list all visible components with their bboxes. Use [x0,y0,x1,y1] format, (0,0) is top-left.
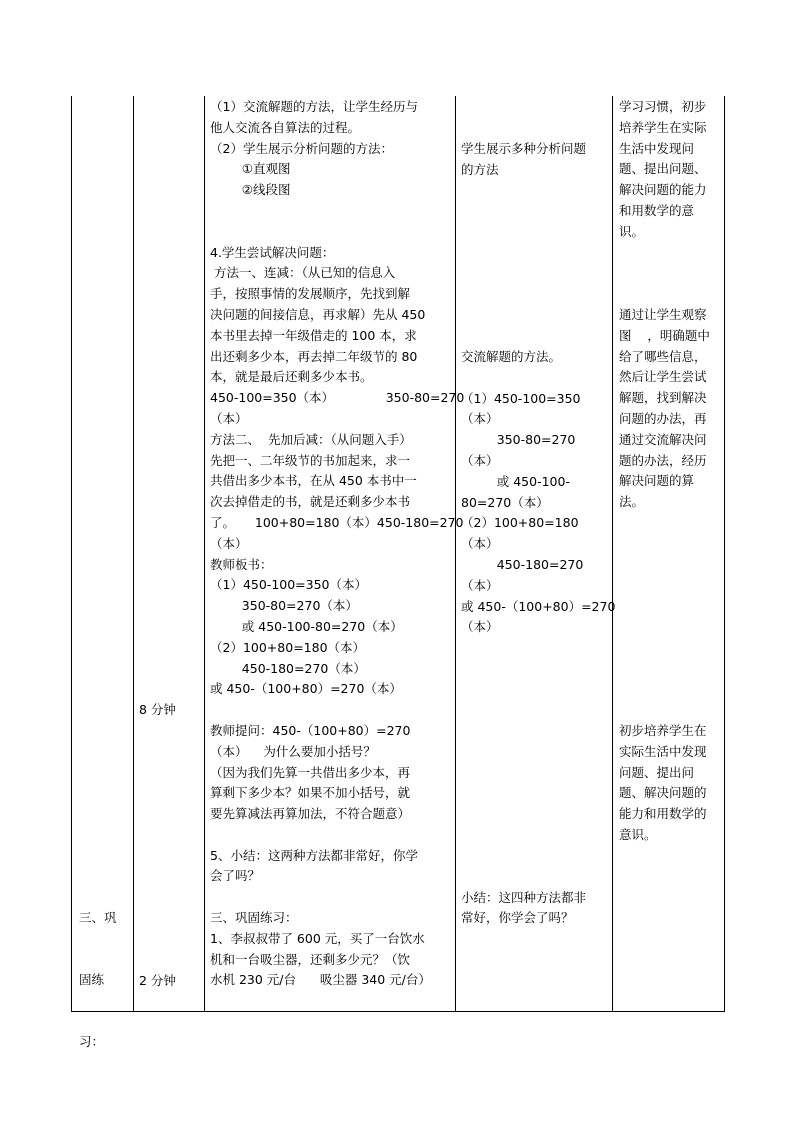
teacher-activity-line: 机和一台吸尘器，还剩多少元？（饮 [210,951,411,967]
teacher-activity-line: 算剩下多少本？如果不加小括号，就 [210,785,411,801]
teacher-activity-line [210,201,464,222]
student-activity-line: （本） [461,619,499,635]
teacher-activity-line: ②线段图 [210,182,291,198]
student-activity-line [461,305,615,326]
section-label-line: 三、巩 [79,909,117,925]
teacher-activity-line: （因为我们先算一共借出多少本，再 [210,764,411,780]
teacher-activity-line: （2）学生展示分析问题的方法： [210,140,393,156]
table-border-right [724,96,725,1012]
teacher-activity-line: 水机 230 元/台 吸尘器 340 元/台） [210,972,431,988]
teacher-activity-line: 5、小结：这两种方法都非常好，你学 [210,847,418,863]
teacher-activity-line: 会了吗？ [210,868,261,884]
teacher-activity-line: 手，按照事情的发展顺序，先找到解 [210,286,411,302]
teacher-activity-line: 方法一、连减：（从已知的信息入 [210,265,396,281]
design-intent-line [619,617,710,638]
table-border-left [71,96,72,1012]
duration-2min [139,929,199,1033]
teacher-activity-line: 出还剩多少本，再去掉二年级节的 80 [210,348,418,364]
design-intent-line [619,679,710,700]
student-activity-line: （本） [461,536,499,552]
design-intent-line: 解题，找到解决 [619,390,707,406]
student-activity-line [461,867,615,888]
student-activity-line: 常好，你学会了吗？ [461,910,574,926]
student-activity-line: 小结：这四种方法都非 [461,889,587,905]
student-activity-line [461,680,615,701]
student-activity-line: 或 450-（100+80）=270 [461,598,616,614]
design-intent-line [619,284,710,305]
student-activity-line: （本） [461,577,499,593]
student-activity-line [461,201,615,222]
teacher-activity-line: 共借出多少本书，在从 450 本书中一 [210,473,417,489]
student-activity-line [461,181,615,202]
student-activity-line: 450-180=270 [461,556,584,572]
student-activity-line [461,326,615,347]
duration-8min [139,658,199,762]
teacher-activity-line: （1）450-100=350（本） [210,577,368,593]
teacher-activity-line: 教师提问：450-（100+80）=270 [210,722,411,738]
student-activity-line: （本） [461,452,499,468]
design-intent-line [619,263,710,284]
teacher-activity-line [210,222,464,243]
section-label [79,866,129,1095]
duration-text: 2 分钟 [139,972,176,988]
column-divider-1 [133,96,134,1012]
design-intent-line: 图 ，明确题中 [619,327,710,343]
design-intent-line [619,575,710,596]
design-intent-line: 培养学生在实际 [619,119,707,135]
student-activity-line: 350-80=270 [461,432,576,448]
design-intent-line: 题、提出问题、 [619,161,707,177]
design-intent-line: 实际生活中发现 [619,743,707,759]
student-activity-line [461,825,615,846]
design-intent-line: 和用数学的意 [619,202,695,218]
student-activity-line [461,721,615,742]
teacher-activity-line: 他人交流各自算法的过程。 [210,119,361,135]
student-activity-line: 80=270（本） [461,494,549,510]
student-activity-line [461,784,615,805]
teacher-activity-line: 决问题的间接信息，再求解）先从 450 [210,306,426,322]
student-activity-line [461,742,615,763]
student-activity-line: 或 450-100- [461,473,570,489]
teacher-activity-line: 4.学生尝试解决问题： [210,244,335,260]
student-activity-line [461,243,615,264]
design-intent-line: 给了哪些信息， [619,348,707,364]
design-intent-line: 法。 [619,494,645,510]
teacher-activity-line: 教师板书： [210,556,273,572]
design-intent-line [619,638,710,659]
section-label-line: 习： [79,1034,105,1050]
teacher-activity-line: 三、巩固练习： [210,910,298,926]
student-activity-line: （本） [461,411,499,427]
design-intent-line [619,513,710,534]
teacher-activity-line: 次去掉借走的书，就是还剩多少本书 [210,494,411,510]
teacher-activity-line: （本） [210,535,248,551]
teacher-activity-line: 本书里去掉一年级借走的 100 本，求 [210,327,417,343]
design-intent-line: 意识。 [619,826,657,842]
teacher-activity-line [210,700,464,721]
design-intent-line: 学习习惯，初步 [619,99,707,114]
teacher-activity-line [210,825,464,846]
student-activity-line [461,701,615,722]
design-intent-column [619,97,710,846]
student-activity-line [461,846,615,867]
student-activity-column [461,139,615,929]
design-intent-line: 通过交流解决问 [619,431,707,447]
design-intent-line [619,243,710,264]
column-divider-2 [204,96,205,1012]
design-intent-line: 问题、提出问 [619,764,695,780]
teacher-activity-line: 方法二、 先加后减：（从问题入手） [210,431,412,447]
teacher-activity-line: 450-180=270（本） [210,660,366,676]
design-intent-line: 识。 [619,223,645,239]
teacher-activity-line [210,887,464,908]
teacher-activity-line: （2）100+80=180（本） [210,639,366,655]
student-activity-line: 学生展示多种分析问题 [461,141,587,156]
teacher-activity-line: （本） [210,410,248,426]
student-activity-line [461,763,615,784]
design-intent-line [619,596,710,617]
design-intent-line [619,555,710,576]
teacher-activity-line: 了。 100+80=180（本）450-180=270 [210,514,464,530]
design-intent-line: 解决问题的能力 [619,182,707,198]
teacher-activity-line: （本） 为什么要加小括号？ [210,743,376,759]
teacher-activity-line: 或 450-100-80=270（本） [210,618,403,634]
section-label-line: 固练 [79,971,105,987]
design-intent-line [619,659,710,680]
teacher-activity-line: 1、李叔叔带了 600 元，买了一台饮水 [210,930,425,946]
teacher-activity-line: （1）交流解题的方法，让学生经历与 [210,99,418,114]
student-activity-line: 的方法 [461,161,499,177]
teacher-activity-line: 450-100=350（本） 350-80=270 [210,390,465,406]
design-intent-line: 初步培养学生在 [619,722,707,738]
teacher-activity-line: 本，就是最后还剩多少本书。 [210,369,373,385]
teacher-activity-line: 或 450-（100+80）=270（本） [210,681,402,697]
teacher-activity-line: 先把一、二年级节的书加起来，求一 [210,452,411,468]
student-activity-line: （1）450-100=350 [461,390,581,406]
teacher-activity-line: ①直观图 [210,161,291,177]
design-intent-line: 然后让学生尝试 [619,369,707,385]
design-intent-line: 通过让学生观察 [619,306,707,322]
student-activity-line [461,659,615,680]
student-activity-line [461,285,615,306]
student-activity-line: 交流解题的方法。 [461,348,562,364]
design-intent-line [619,700,710,721]
design-intent-line: 能力和用数学的 [619,806,707,822]
teacher-activity-line: 350-80=270（本） [210,598,358,614]
student-activity-line: （2）100+80=180 [461,515,579,531]
teacher-activity-column [210,97,464,991]
student-activity-line [461,805,615,826]
design-intent-line: 题的办法，经历 [619,452,707,468]
student-activity-line [461,264,615,285]
duration-text: 8 分钟 [139,701,176,717]
design-intent-line: 解决问题的算 [619,473,695,489]
student-activity-line [461,638,615,659]
student-activity-line [461,368,615,389]
design-intent-line: 题、解决问题的 [619,785,707,801]
design-intent-line: 生活中发现问 [619,140,695,156]
design-intent-line: 问题的办法，再 [619,410,707,426]
design-intent-line [619,534,710,555]
teacher-activity-line: 要先算减法再算加法，不符合题意） [210,806,411,822]
student-activity-line [461,222,615,243]
